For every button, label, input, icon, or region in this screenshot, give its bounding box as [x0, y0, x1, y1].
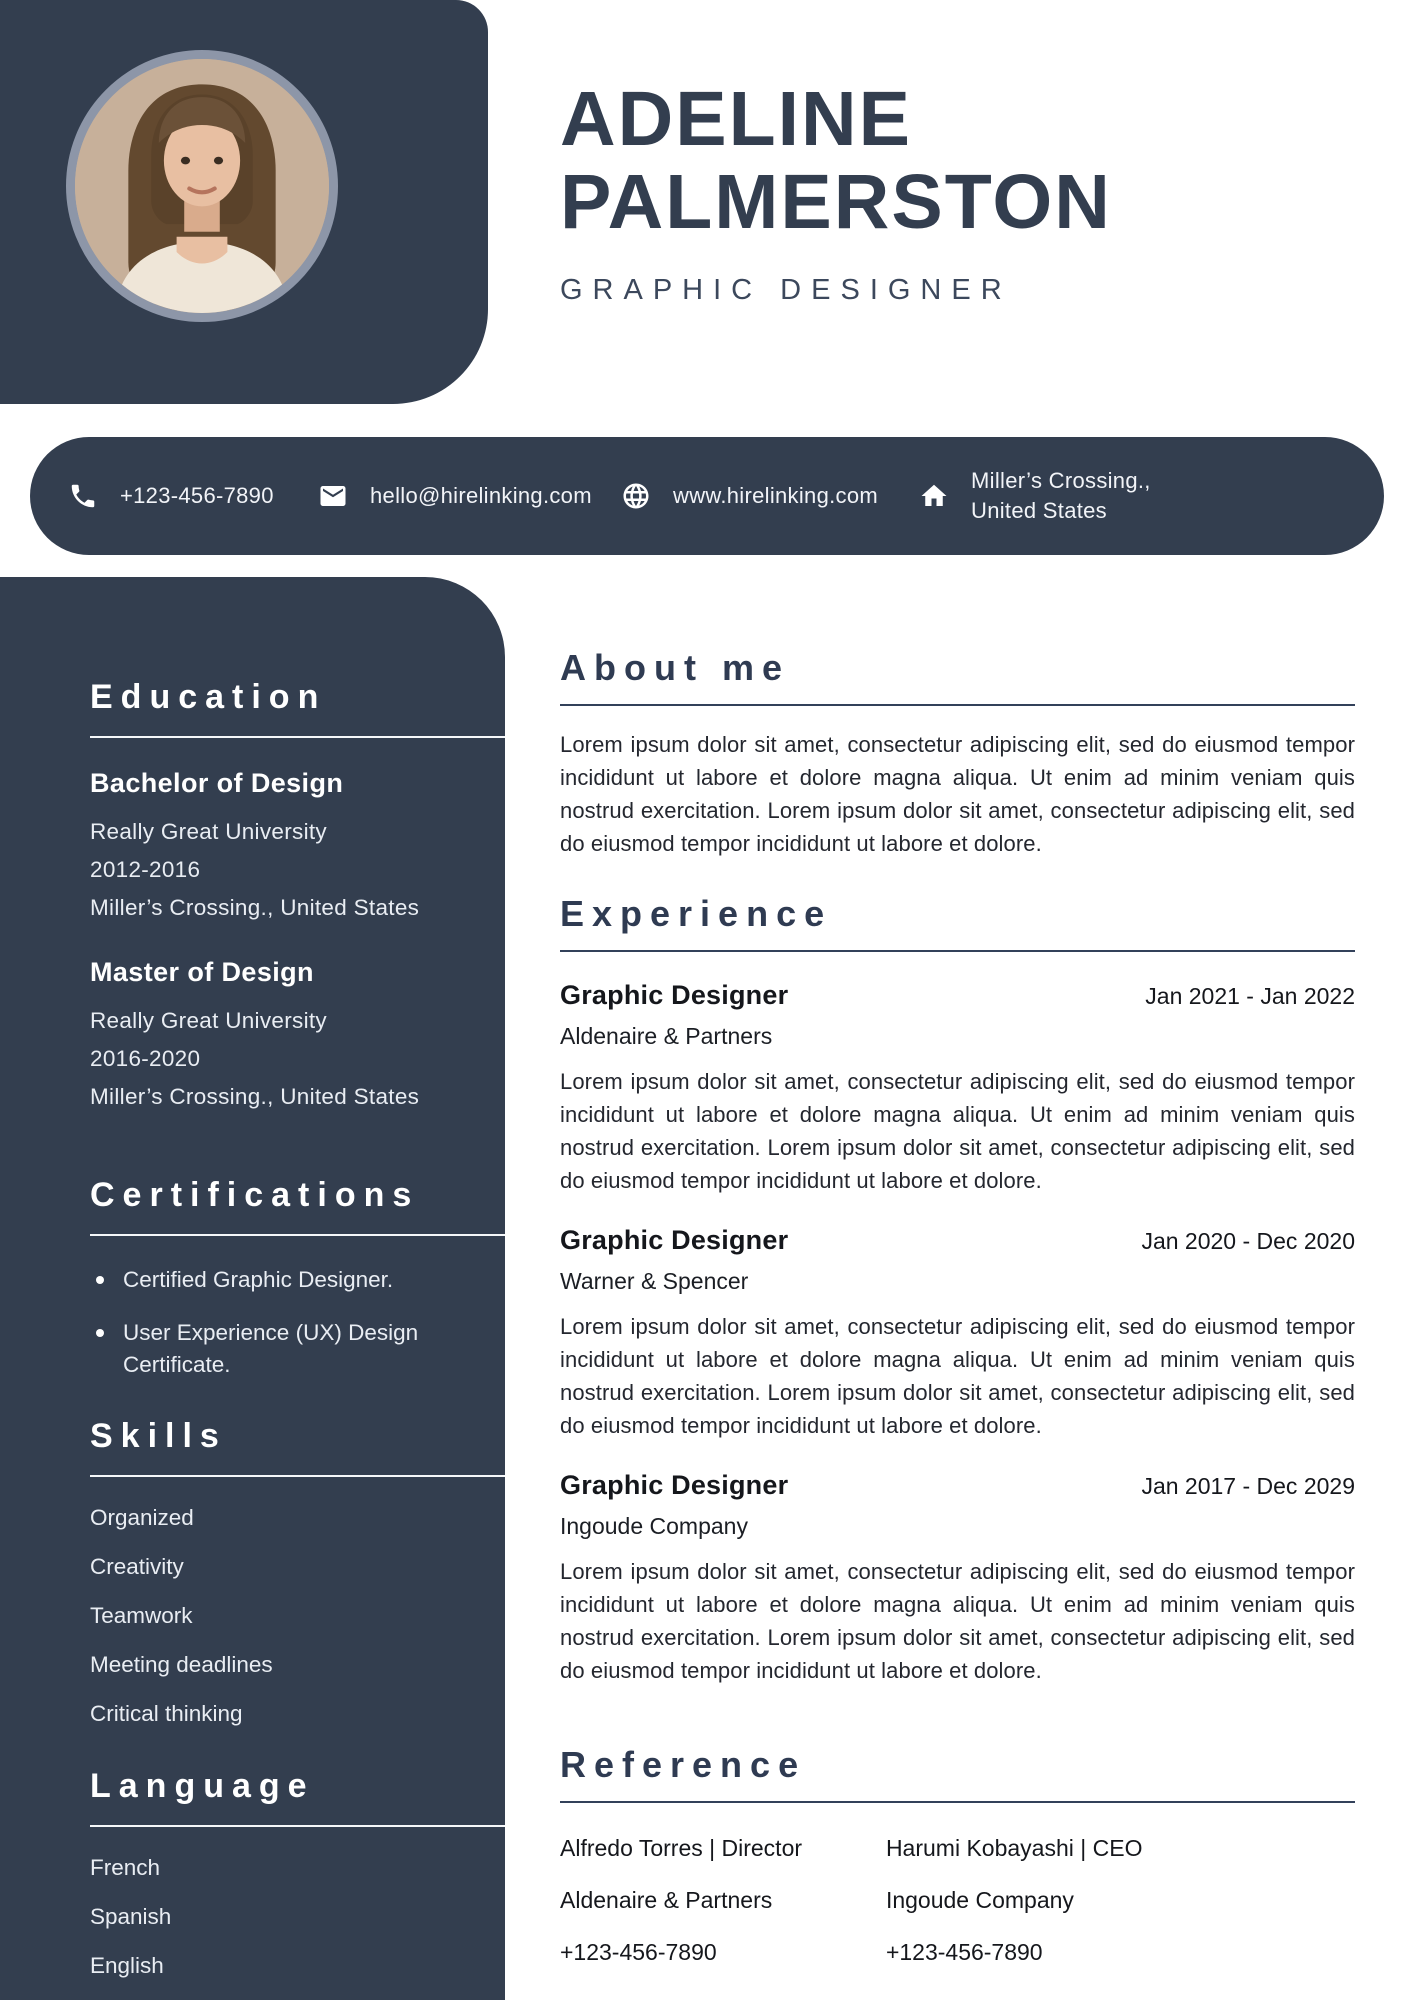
divider	[560, 704, 1355, 706]
list-item: French	[90, 1855, 161, 1880]
phone-icon	[68, 481, 98, 511]
reference-phone: +123-456-7890	[560, 1939, 717, 1965]
degree: Master of Design	[90, 957, 314, 987]
avatar-portrait-illustration	[75, 59, 329, 313]
education-section	[90, 680, 505, 1116]
language-list	[90, 1853, 505, 1981]
about-text: Lorem ipsum dolor sit amet, consectetur adipiscing elit, sed do eiusmod tempor incididunt ut labore et dolore magna aliqua. Ut enim ad minim veniam quis nostrud exercitation. Lorem ipsum dolor sit amet, consectetur adipiscing elit, sed do eiusmod tempor incididunt ut labore et dolore.	[560, 732, 1355, 856]
location: Miller’s Crossing., United States	[90, 895, 420, 920]
divider	[90, 1475, 505, 1477]
reference-name-role: Harumi Kobayashi | CEO	[885, 1835, 1143, 1861]
divider	[90, 1234, 505, 1236]
divider	[90, 736, 505, 738]
email-icon	[318, 481, 348, 511]
list-item: Creativity	[90, 1554, 184, 1579]
divider	[90, 1825, 505, 1827]
list-item: User Experience (UX) Design Certificate.	[90, 1317, 440, 1381]
phone-text: +123-456-7890	[120, 483, 274, 508]
divider	[560, 950, 1355, 952]
list-item: Spanish	[90, 1904, 172, 1929]
job-company: Ingoude Company	[560, 1513, 748, 1539]
reference-section	[560, 1744, 1355, 1989]
reference-phone: +123-456-7890	[885, 1939, 1043, 1965]
job-dates: Jan 2020 - Dec 2020	[1141, 1228, 1355, 1254]
years: 2016-2020	[90, 1046, 201, 1071]
job-company: Warner & Spencer	[560, 1268, 749, 1294]
certifications-section	[90, 1178, 505, 1381]
list-item: Meeting deadlines	[90, 1652, 273, 1677]
job-description: Lorem ipsum dolor sit amet, consectetur adipiscing elit, sed do eiusmod tempor incididunt ut labore et dolore magna aliqua. Ut enim ad minim veniam quis nostrud exercitation. Lorem ipsum dolor sit amet, consectetur adipiscing elit, sed do eiusmod tempor incididunt ut labore et dolore.	[560, 1559, 1355, 1683]
experience-section	[560, 893, 1355, 1687]
education-entry	[90, 957, 505, 1116]
reference-entry	[886, 1833, 1355, 1989]
job-description: Lorem ipsum dolor sit amet, consectetur adipiscing elit, sed do eiusmod tempor incididunt ut labore et dolore magna aliqua. Ut enim ad minim veniam quis nostrud exercitation. Lorem ipsum dolor sit amet, consectetur adipiscing elit, sed do eiusmod tempor incididunt ut labore et dolore.	[560, 1314, 1355, 1438]
list-item: English	[90, 1953, 164, 1978]
degree: Bachelor of Design	[90, 768, 344, 798]
header-name-block	[560, 78, 1360, 307]
school: Really Great University	[90, 1008, 327, 1033]
job-company: Aldenaire & Partners	[560, 1023, 773, 1049]
email-text: hello@hirelinking.com	[370, 483, 592, 508]
job-dates: Jan 2017 - Dec 2029	[1141, 1473, 1355, 1499]
contact-email	[318, 481, 621, 511]
contact-bar	[30, 437, 1384, 555]
language-heading: Language	[90, 1767, 315, 1805]
skills-list	[90, 1503, 505, 1729]
last-name: PALMERSTON	[560, 159, 1112, 245]
job-title: Graphic Designer	[560, 1470, 789, 1500]
reference-grid	[560, 1833, 1355, 1989]
education-heading: Education	[90, 678, 327, 716]
about-section	[560, 647, 1355, 860]
experience-entry	[560, 980, 1355, 1197]
language-section	[90, 1769, 505, 1981]
education-entry	[90, 768, 505, 927]
experience-entry	[560, 1470, 1355, 1687]
contact-website	[621, 481, 919, 511]
reference-heading: Reference	[560, 1744, 807, 1785]
job-title: Graphic Designer	[560, 1225, 789, 1255]
first-name: ADELINE	[560, 76, 912, 162]
home-icon	[919, 481, 949, 511]
list-item: Organized	[90, 1505, 194, 1530]
experience-entry	[560, 1225, 1355, 1442]
school: Really Great University	[90, 819, 327, 844]
divider	[560, 1801, 1355, 1803]
globe-icon	[621, 481, 651, 511]
skills-section	[90, 1419, 505, 1729]
address-text: Miller’s Crossing., United States	[971, 468, 1151, 523]
reference-entry	[560, 1833, 886, 1989]
website-text: www.hirelinking.com	[673, 483, 878, 508]
main-column	[560, 647, 1355, 1989]
avatar	[66, 50, 338, 322]
contact-phone	[68, 481, 318, 511]
years: 2012-2016	[90, 857, 201, 882]
certifications-list	[90, 1264, 505, 1381]
reference-name-role: Alfredo Torres | Director	[560, 1835, 803, 1861]
list-item: Critical thinking	[90, 1701, 243, 1726]
location: Miller’s Crossing., United States	[90, 1084, 420, 1109]
page-title: GRAPHIC DESIGNER	[560, 274, 1012, 306]
reference-company: Aldenaire & Partners	[560, 1887, 773, 1913]
reference-company: Ingoude Company	[885, 1887, 1074, 1913]
photo-panel	[0, 0, 488, 404]
about-heading: About me	[560, 647, 790, 688]
sidebar	[0, 577, 505, 2000]
job-description: Lorem ipsum dolor sit amet, consectetur adipiscing elit, sed do eiusmod tempor incididunt ut labore et dolore magna aliqua. Ut enim ad minim veniam quis nostrud exercitation. Lorem ipsum dolor sit amet, consectetur adipiscing elit, sed do eiusmod tempor incididunt ut labore et dolore.	[560, 1069, 1355, 1193]
certifications-heading: Certifications	[90, 1176, 420, 1214]
contact-address	[919, 466, 1340, 526]
experience-heading: Experience	[560, 893, 833, 934]
list-item: Teamwork	[90, 1603, 193, 1628]
list-item: Certified Graphic Designer.	[90, 1264, 440, 1296]
job-dates: Jan 2021 - Jan 2022	[1145, 983, 1355, 1009]
skills-heading: Skills	[90, 1417, 227, 1455]
job-title: Graphic Designer	[560, 980, 789, 1010]
